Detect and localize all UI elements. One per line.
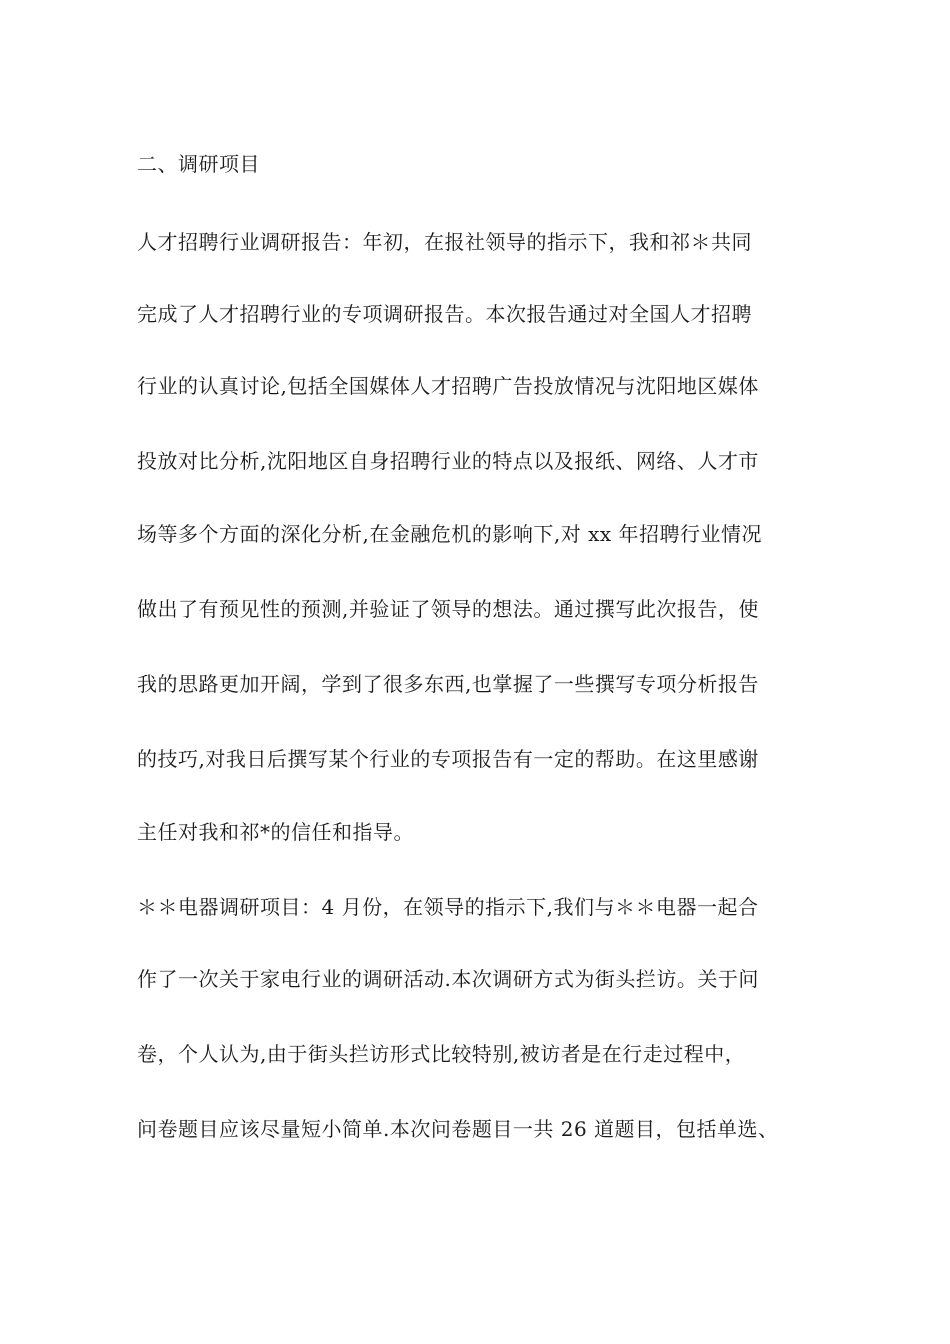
paragraph-line: 投放对比分析,沈阳地区自身招聘行业的特点以及报纸、网络、人才市: [137, 449, 759, 473]
paragraph-line: 卷，个人认为,由于街头拦访形式比较特别,被访者是在行走过程中，: [137, 1042, 746, 1066]
paragraph-line: 主任对我和祁*的信任和指导。: [137, 820, 414, 844]
section-heading: 二、调研项目: [137, 152, 260, 176]
paragraph-line: 完成了人才招聘行业的专项调研报告。本次报告通过对全国人才招聘: [137, 302, 752, 326]
paragraph-line: 作了一次关于家电行业的调研活动.本次调研方式为街头拦访。关于问: [137, 967, 759, 991]
paragraph-line: 的技巧,对我日后撰写某个行业的专项报告有一定的帮助。在这里感谢: [137, 747, 759, 771]
paragraph-line: 问卷题目应该尽量短小简单.本次问卷题目一共 26 道题目，包括单选、: [137, 1117, 779, 1141]
paragraph-line: ＊＊电器调研项目：4 月份，在领导的指示下,我们与＊＊电器一起合: [137, 895, 759, 919]
paragraph-line: 行业的认真讨论,包括全国媒体人才招聘广告投放情况与沈阳地区媒体: [137, 374, 759, 398]
paragraph-line: 我的思路更加开阔，学到了很多东西,也掌握了一些撰写专项分析报告: [137, 672, 759, 696]
paragraph-line: 场等多个方面的深化分析,在金融危机的影响下,对 xx 年招聘行业情况: [137, 522, 762, 546]
paragraph-line: 人才招聘行业调研报告：年初，在报社领导的指示下，我和祁＊共同: [137, 230, 752, 254]
paragraph-line: 做出了有预见性的预测,并验证了领导的想法。通过撰写此次报告，使: [137, 597, 759, 621]
